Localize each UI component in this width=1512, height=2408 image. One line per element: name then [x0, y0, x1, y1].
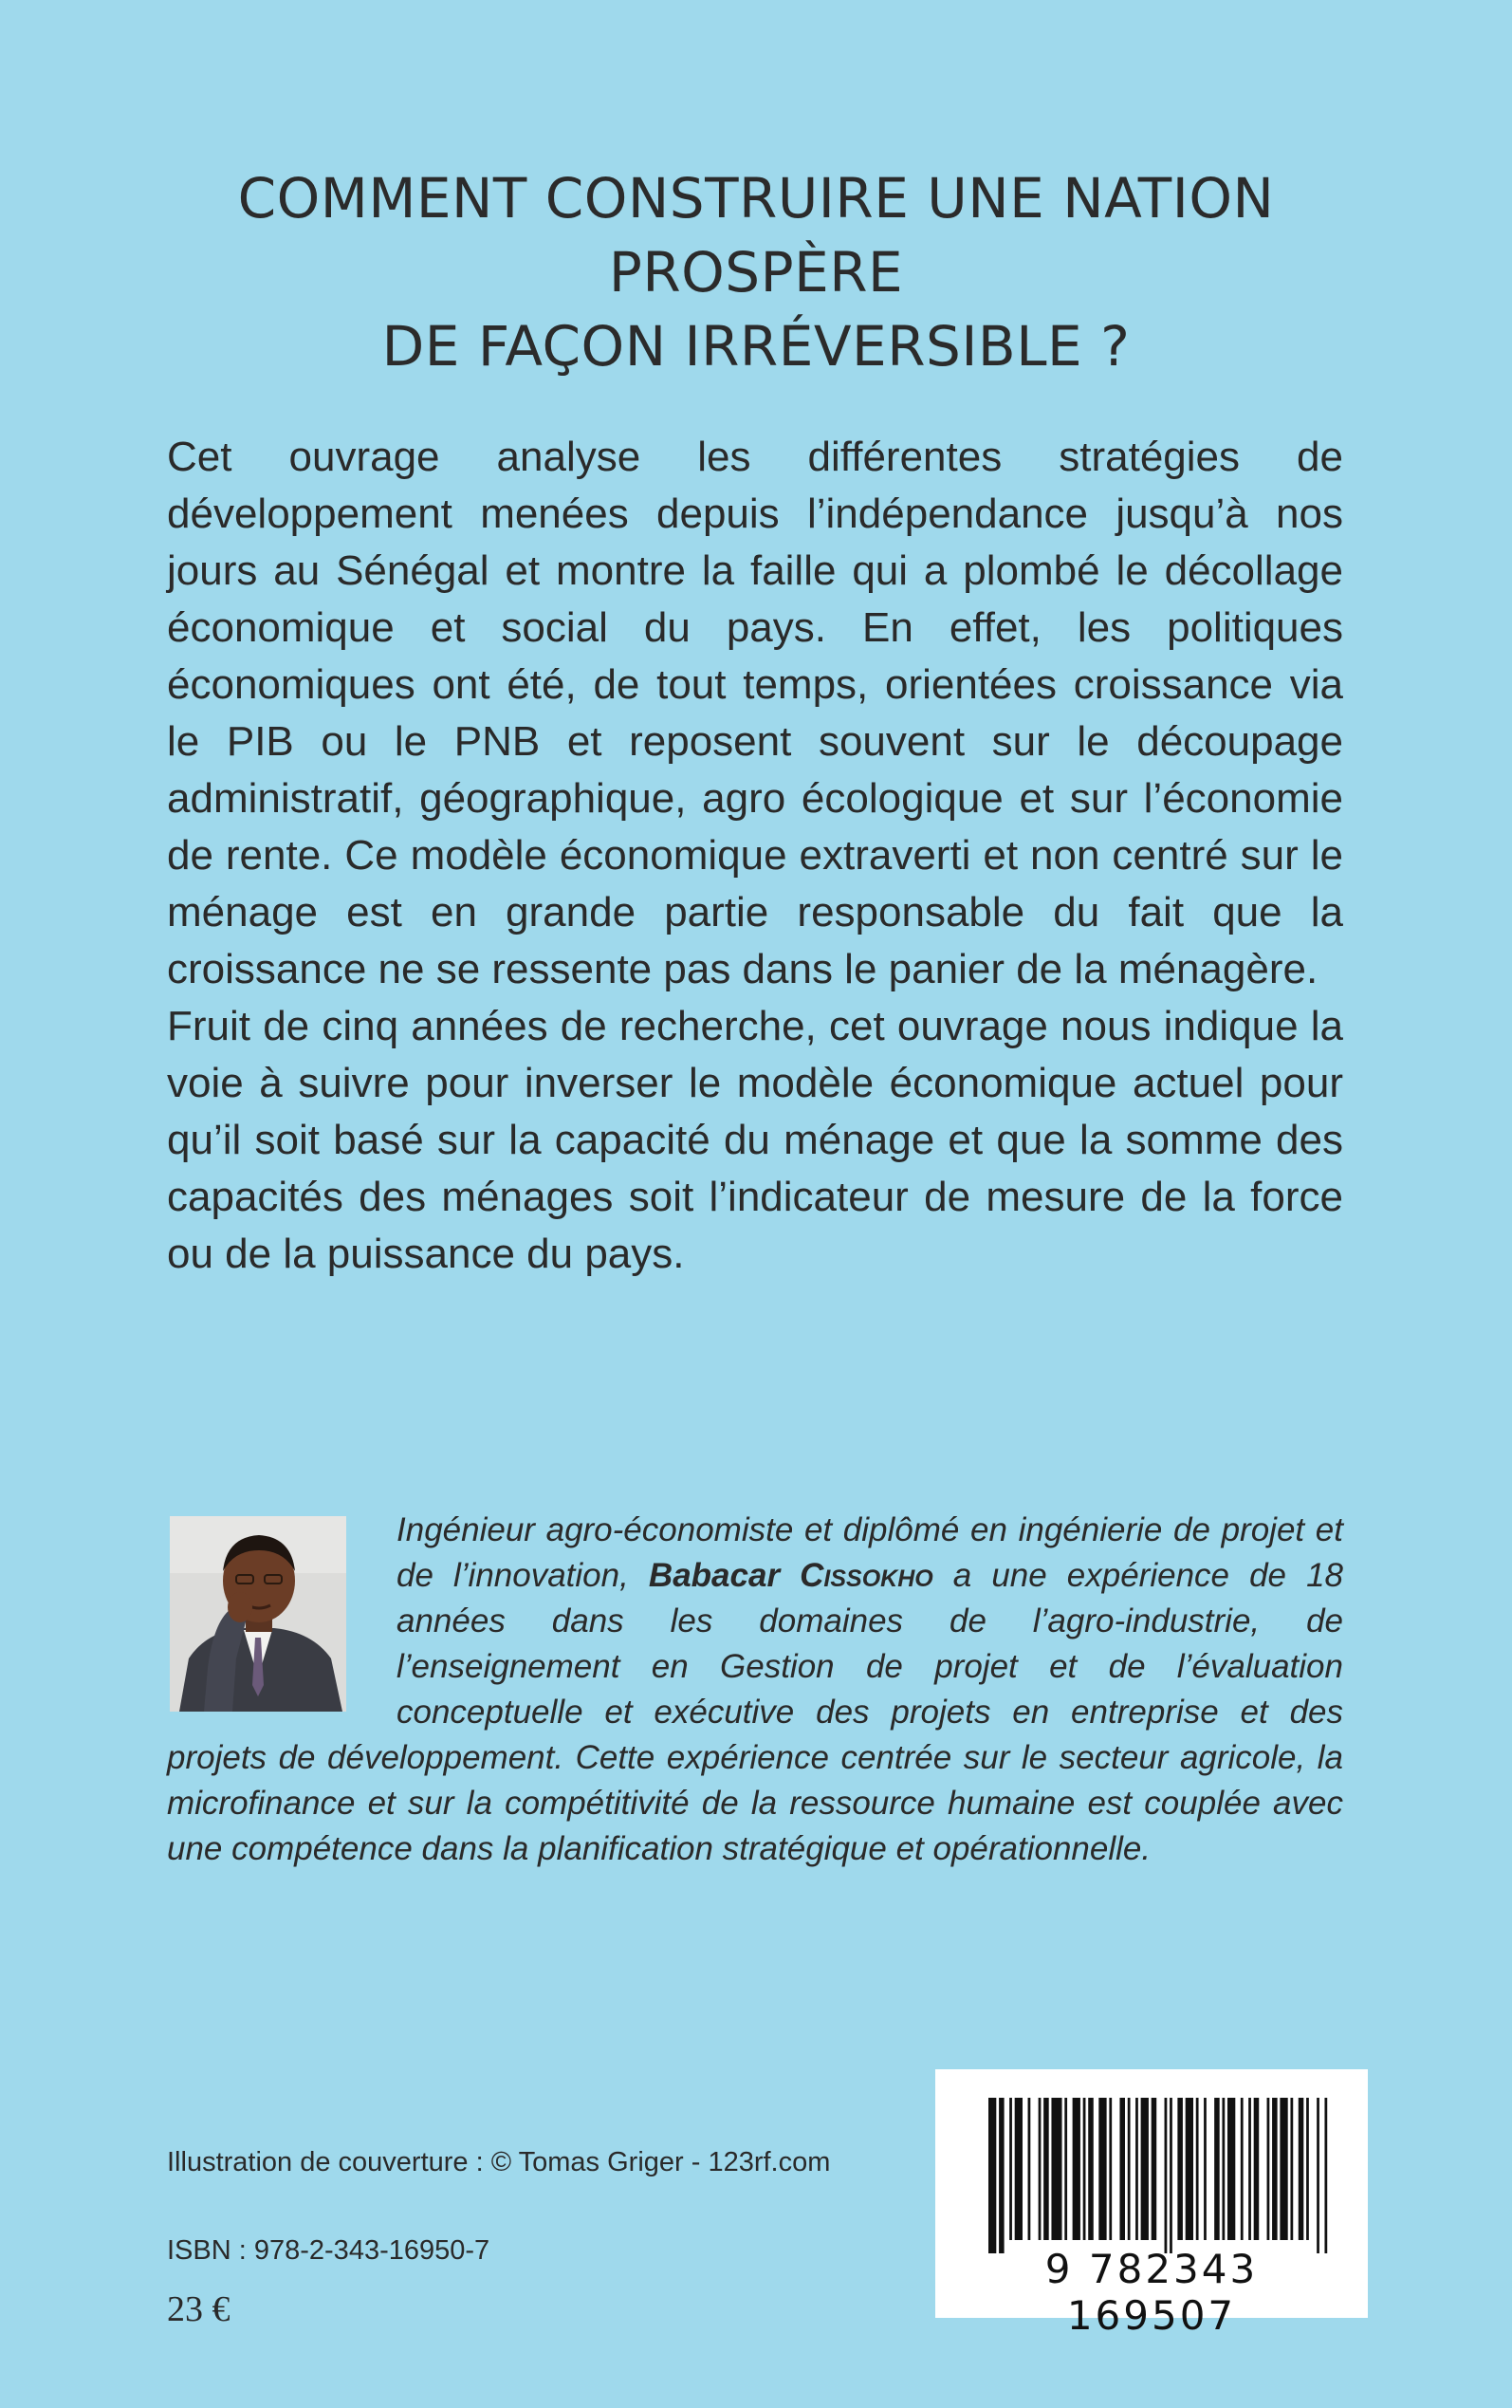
barcode-bar — [1015, 2098, 1023, 2240]
barcode-bar — [1280, 2098, 1287, 2240]
barcode-bar — [1141, 2098, 1149, 2240]
barcode-bar — [1241, 2098, 1244, 2240]
barcode-bar — [1254, 2098, 1260, 2240]
barcode-bar — [1152, 2098, 1157, 2240]
photo-spacer — [167, 1508, 396, 1722]
summary-paragraph-1: Cet ouvrage analyse les différentes stratégies de développement menées depuis l’indépendance jusqu’à nos jours au Sénégal et montre la faille qui a plombé le décollage économique et social du pays. En effet, les politiques économiques ont été, de tout temps, orientées croissance via le PIB ou le PNB et reposent souvent sur le découpage administratif, géographique, agro écologique et sur l’économie de rente. Ce modèle économique extraverti et non centré sur le ménage est en grande partie responsable du fait que la croissance ne se ressente pas dans le panier de la ménagère. — [167, 434, 1343, 992]
barcode-bar — [1196, 2098, 1199, 2240]
barcode-bar — [1214, 2098, 1220, 2240]
author-first-name: Babacar — [648, 1557, 781, 1594]
barcode-bar — [1272, 2098, 1278, 2240]
barcode-bar — [1088, 2098, 1094, 2240]
barcode-bar — [1109, 2098, 1112, 2240]
title-line-2: DE FAÇON IRRÉVERSIBLE ? — [381, 314, 1131, 379]
barcode-bar — [1064, 2098, 1067, 2240]
bio-rest: a une expérience de 18 années dans les domaines de l’agro-industrie, de l’enseignement en Gestion de projet et de l’évaluation conceptuelle et exécutive des projets en entreprise et des projets de développement. Cette expérience centrée sur le secteur agricole, la microfinance et sur la compétitivité de la ressource humaine est couplée avec une compétence dans la planification stratégique et opérationnelle. — [167, 1557, 1344, 1867]
barcode-bar — [1177, 2098, 1183, 2240]
barcode-bar — [1204, 2098, 1207, 2240]
title-line-1: COMMENT CONSTRUIRE UNE NATION PROSPÈRE — [237, 166, 1275, 305]
book-summary — [167, 429, 1343, 1283]
barcode-bar — [1119, 2098, 1125, 2240]
barcode-bar — [1073, 2098, 1080, 2240]
barcode-bar — [1135, 2098, 1138, 2240]
barcode-bar — [1170, 2098, 1172, 2253]
barcode-bar — [1098, 2098, 1106, 2240]
summary-paragraph-2: Fruit de cinq années de recherche, cet ouvrage nous indique la voie à suivre pour inverser le modèle économique actuel pour qu’il soit basé sur la capacité du ménage et que la somme des capacités des ménages soit l’indicateur de mesure de la force ou de la puissance du pays. — [167, 1003, 1343, 1277]
barcode-digits: 9 782343 169507 — [1044, 2246, 1259, 2339]
barcode-bar — [1290, 2098, 1293, 2240]
barcode-bar — [1028, 2098, 1031, 2240]
barcode-bar — [1306, 2098, 1309, 2240]
barcode-bar — [1227, 2098, 1235, 2240]
isbn: ISBN : 978-2-343-16950-7 — [167, 2235, 490, 2266]
book-title — [114, 161, 1398, 383]
barcode-bar — [1248, 2098, 1251, 2240]
barcode-bar — [1128, 2098, 1131, 2240]
cover-credit: Illustration de couverture : © Tomas Griger - 123rf.com — [167, 2147, 831, 2177]
barcode-bar — [1317, 2098, 1319, 2253]
barcode-bar — [988, 2098, 996, 2253]
barcode-bar — [1299, 2098, 1304, 2240]
barcode — [935, 2069, 1368, 2339]
barcode-bar — [1267, 2098, 1270, 2240]
barcode-bar — [999, 2098, 1005, 2253]
barcode-bar — [1043, 2098, 1049, 2240]
barcode-bar — [1039, 2098, 1042, 2240]
barcode-bar — [1186, 2098, 1193, 2240]
price: 23 € — [167, 2289, 230, 2329]
barcode-bar — [1165, 2098, 1168, 2253]
barcode-bar — [1051, 2098, 1061, 2240]
author-bio — [167, 1508, 1343, 1872]
bio-intro: Ingénieur agro-économiste et diplômé en ingénierie de projet et de l’innovation, — [396, 1511, 1343, 1594]
author-last-name: Cissokho — [800, 1557, 933, 1594]
barcode-bar — [1083, 2098, 1086, 2240]
barcode-bar — [1324, 2098, 1327, 2253]
barcode-bar — [1009, 2098, 1012, 2240]
barcode-bar — [1222, 2098, 1225, 2240]
